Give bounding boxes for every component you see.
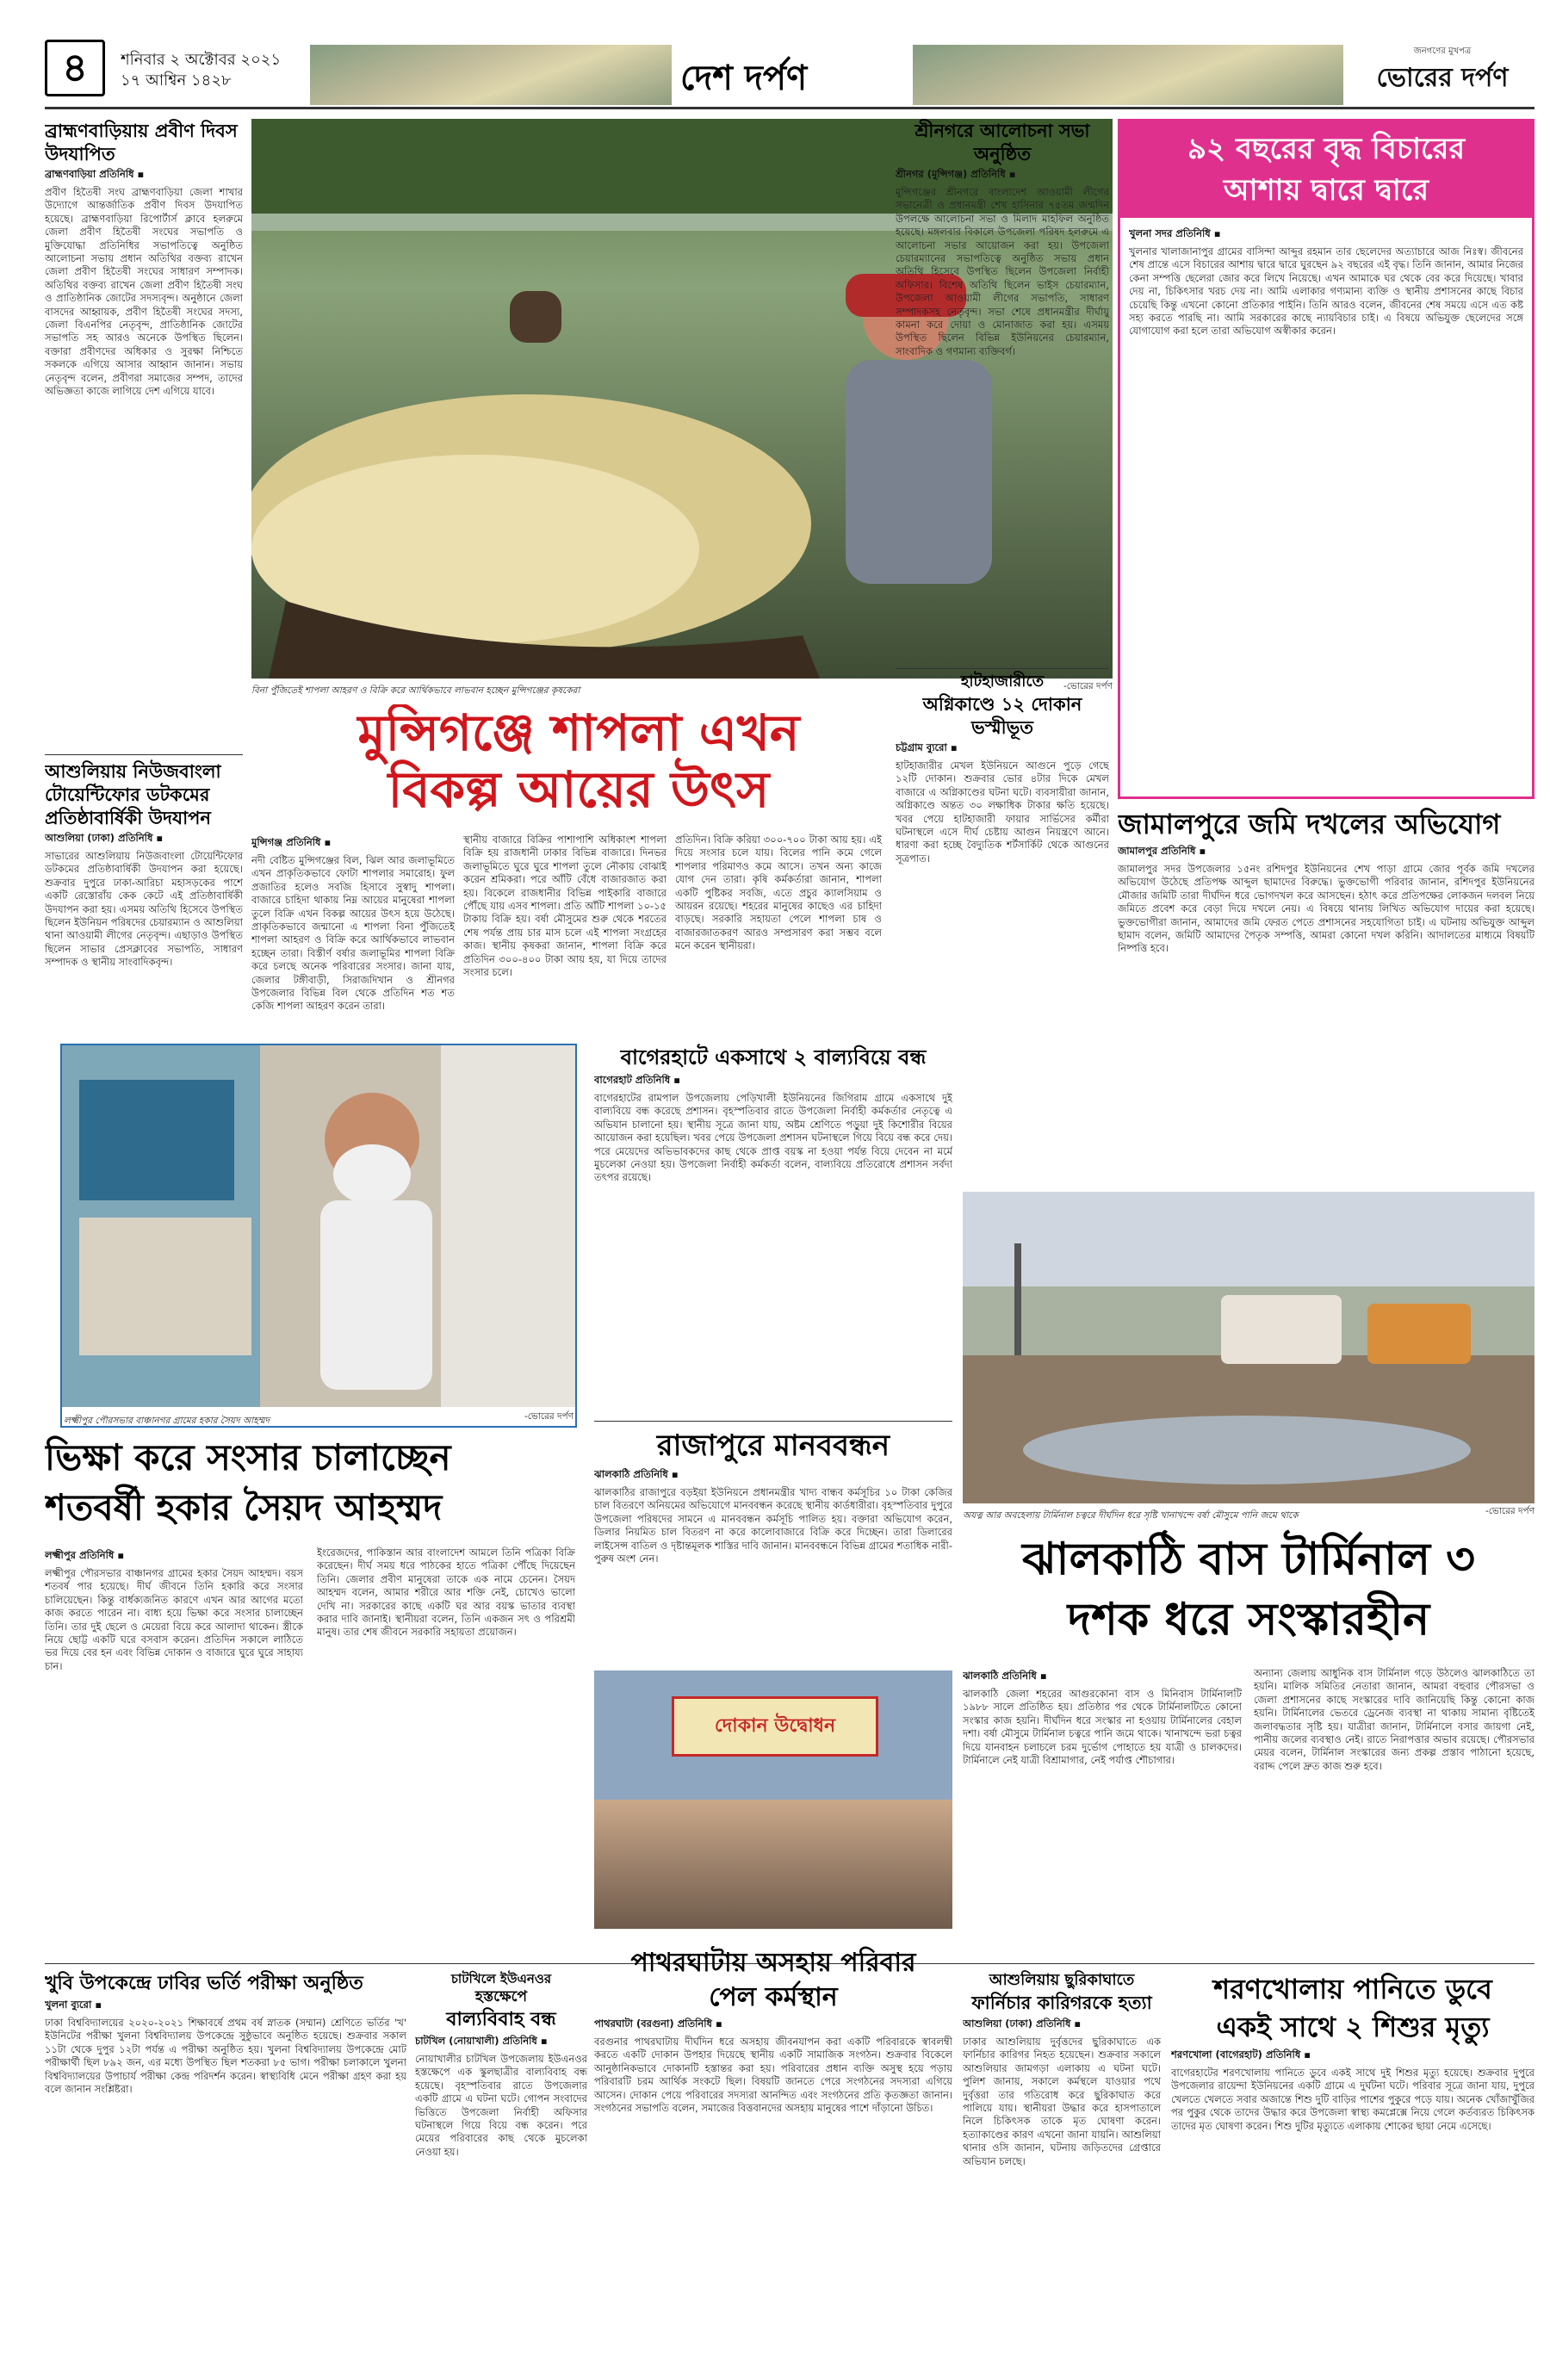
chatkhil-body: নোয়াখালীর চাটখিল উপজেলায় ইউএনওর হস্তক্ষেপে এক স্কুলছাত্রীর বাল্যবিবাহ বন্ধ হয়েছে। বৃহস্পতিবার রাতে উপজেলার একটি গ্রামে এ ঘটনা ঘটে। গোপন সংবাদের ভিত্তিতে উপজেলা নির্বাহী অফিসার ঘটনাস্থলে গিয়ে বিয়ে বন্ধ করেন। পরে মেয়ের পরিবারের কাছ থেকে মুচলেকা নেওয়া হয়। [415,2053,587,2158]
rajapur-top-rule [594,1421,952,1422]
bagerhat-body: বাগেরহাটের রামপাল উপজেলায় পেড়িখালী ইউনিয়নের জিগিরাম গ্রামে একসাথে দুই বাল্যবিয়ে বন্ধ করেছে প্রশাসন। বৃহস্পতিবার রাতে উপজেলা নির্বাহী কর্মকর্তার নেতৃত্বে এ অভিযান চালানো হয়। স্থানীয় সূত্রে জানা যায়, অষ্টম শ্রেণিতে পড়ুয়া দুই কিশোরীর বিয়ের আয়োজন করা হয়েছিল। খবর পেয়ে উপজেলা প্রশাসন ঘটনাস্থলে গিয়ে বিয়ে বন্ধ করে দেয়। পরে মেয়েদের অভিভাবকদের কাছ থেকে প্রাপ্ত বয়স্ক না হওয়া পর্যন্ত বিয়ে দেবেন না মর্মে মুচলেকা নেওয়া হয়। উপজেলা নির্বাহী কর্মকর্তা বলেন, বাল্যবিয়ে প্রতিরোধে প্রশাসন সর্বদা তৎপর রয়েছে। [594,1092,952,1184]
masthead-photo-strip-right [913,45,1343,105]
hawker-headline [45,1433,579,1540]
brahmanbaria-headline: ব্রাহ্মণবাড়িয়ায় প্রবীণ দিবস উদযাপিত [45,120,238,164]
paper-name: ভোরের দর্পণ [1376,63,1509,93]
masthead-rule [45,107,1534,109]
jhalokathi-headline-line2: দশক ধরে সংস্কারহীন [1067,1593,1430,1646]
bus-photo-caption: অযত্ন আর অবহেলায় টার্মিনাল চত্বরে দীর্ঘদিন ধরে সৃষ্টি খানাখন্দে বর্ষা মৌসুমে পানি জমে থাকে [963,1510,1299,1521]
bus-terminal-photo [963,1192,1534,1503]
ashulia-murder-kicker: আশুলিয়ায় ছুরিকাঘাতে [989,1971,1135,1989]
hathazari-story [896,668,1109,1030]
rajapur-reporter: ঝালকাঠি প্রতিনিধি ▪ [594,1468,679,1480]
hathazari-kicker: হাটহাজারীতে [960,672,1045,691]
patharghata-story [594,1946,952,2368]
section-title: দেশ দর্পণ [680,58,808,98]
patharghata-body: বরগুনার পাথরঘাটায় দীর্ঘদিন ধরে অসহায় জীবনযাপন করা একটি পরিবারকে স্বাবলম্বী করতে একটি দোকান উপহার দিয়েছে স্থানীয় একটি সামাজিক সংগঠন। শুক্রবার বিকেলে আনুষ্ঠানিকভাবে দোকানটি হস্তান্তর করা হয়। পরিবারের প্রধান ব্যক্তি অসুস্থ হয়ে পড়ায় পরিবারটি চরম আর্থিক সংকটে ছিল। বিষয়টি জানতে পেরে সংগঠনের সদস্যরা এগিয়ে আসেন। দোকান পেয়ে পরিবারের সদস্যরা আনন্দিত এবং সংগঠনের প্রতি কৃতজ্ঞতা জানান। সংগঠনের সভাপতি বলেন, সমাজের বিত্তবানদের অসহায় মানুষের পাশে দাঁড়ানো উচিত। [594,2036,952,2115]
ashulia-murder-headline: ফার্নিচার কারিগরকে হত্যা [971,1992,1152,2013]
old-man-headline-band [1120,121,1532,218]
date-english: শনিবার ২ অক্টোবর ২০২১ [121,51,282,69]
old-man-headline-line1: ৯২ বছরের বৃদ্ধ বিচারের [1187,132,1466,166]
page-number: ৪ [62,44,88,90]
hawker-reporter: লক্ষ্মীপুর প্রতিনিধি ▪ [45,1549,125,1561]
shapla-col2: স্থানীয় বাজারে বিক্রির পাশাপাশি অধিকাংশ শাপলা বিক্রি হয় রাজধানী ঢাকার বিভিন্ন বাজারে। দিনভর জলাভূমিতে ঘুরে ঘুরে শাপলা তুলে নৌকায় বোঝাই করেন শ্রমিকরা। পরে আঁটি বেঁধে বাজারজাত করা হয়। বিকেলে রাজধানীর বিভিন্ন পাইকারি বাজারে পৌঁছে যায় এসব শাপলা। প্রতি আঁটি শাপলা ১০-১৫ টাকায় বিক্রি হয়। বর্ষা মৌসুমের শুরু থেকে শরতের শেষ পর্যন্ত প্রায় চার মাস চলে এই শাপলা সংগ্রহের কাজ। স্থানীয় কৃষকরা জানান, শাপলা বিক্রি করে প্রতিদিন ৩০০-৪০০ টাকা আয় হয়, যা দিয়ে তাদের সংসার চলে। [463,834,666,979]
sharankhola-story [1171,1970,1534,2366]
shapla-headline-line1: মুন্সিগঞ্জে শাপলা এখন [357,704,800,762]
old-man-content [1129,225,1523,793]
bus-photo-credit: -ভোরের দর্পণ [1485,1506,1534,1516]
jamalpur-body: জামালপুর সদর উপজেলার ১৫নং রশিদপুর ইউনিয়নের শেখ পাড়া গ্রামে জোর পূর্বক জমি দখলের অভিযোগ উঠেছে প্রতিপক্ষ আব্দুল ছামাদের বিরুদ্ধে। ভুক্তভোগী পরিবার জানান, রশিদপুর ইউনিয়নের মৌজার জমিটি তারা দীর্ঘদিন ধরে ভোগদখল করে আসছেন। হঠাৎ করে প্রতিপক্ষের লোকজন দলবল নিয়ে জমিতে প্রবেশ করে বেড়া দিয়ে দখলে নেয়। এ বিষয়ে থানায় লিখিত অভিযোগ দায়ের করা হয়েছে। ভুক্তভোগীরা জানান, আমাদের জমি ফেরত পেতে প্রশাসনের সহযোগিতা চাই। এ ঘটনায় অভিযুক্ত আব্দুল ছামাদ বলেন, জমিটি আমাদের পৈতৃক সম্পত্তি, আমরা কোনো দখল করিনি। আদালতের মাধ্যমে বিষয়টি নিষ্পত্তি হবে। [1118,863,1534,955]
khulna-exam-body: ঢাকা বিশ্ববিদ্যালয়ের ২০২০-২০২১ শিক্ষাবর্ষে প্রথম বর্ষ স্নাতক (সম্মান) শ্রেণিতে ভর্তির 'খ' ইউনিটের পরীক্ষা খুলনা বিশ্ববিদ্যালয় উপকেন্দ্রে সুষ্ঠুভাবে অনুষ্ঠিত হয়েছে। শুক্রবার সকাল ১১টা থেকে দুপুর ১২টা পর্যন্ত এ পরীক্ষা অনুষ্ঠিত হয়। খুলনা বিশ্ববিদ্যালয় উপকেন্দ্রে মোট পরীক্ষার্থী ছিল ৮৯২ জন, এর মধ্যে উপস্থিত ছিল শতকরা ৮৫ ভাগ। পরীক্ষা চলাকালে খুলনা বিশ্ববিদ্যালয়ের উপাচার্য পরীক্ষা কেন্দ্র পরিদর্শন করেন। স্বাস্থ্যবিধি মেনে পরীক্ষা গ্রহণ করা হয় বলে জানান সংশ্লিষ্টরা। [45,2017,406,2096]
ashulia-murder-reporter: আশুলিয়া (ঢাকা) প্রতিনিধি ▪ [963,2017,1082,2030]
main-photo-caption: বিনা পুঁজিতেই শাপলা আহরণ ও বিক্রি করে আর্থিকভাবে লাভবান হচ্ছেন মুন্সিগঞ্জের কৃষকেরা [251,685,580,696]
brahmanbaria-story [45,119,243,747]
jamalpur-headline: জামালপুরে জমি দখলের অভিযোগ [1118,808,1501,840]
rajapur-story [594,1421,952,1937]
rajapur-banner-text: দোকান উদ্বোধন [714,1715,836,1737]
bus-photo [963,1192,1534,1521]
bagerhat-story [594,1044,952,1414]
shapla-reporter: মুন্সিগঞ্জ প্রতিনিধি ▪ [251,836,332,848]
sreenagar-reporter: শ্রীনগর (মুন্সিগঞ্জ) প্রতিনিধি ▪ [896,168,1016,180]
old-man-box [1118,119,1534,799]
jhalokathi-reporter: ঝালকাঠি প্রতিনিধি ▪ [963,1670,1047,1682]
hawker-col2: ইংরেজদের, পাকিস্তান আর বাংলাদেশ আমলে তিনি পত্রিকা বিক্রি করেছেন। দীর্ঘ সময় ধরে পাঠকের হাতে পত্রিকা পৌঁছে দিয়েছেন তিনি। জেলার প্রবীণ মানুষেরা তাকে এক নামে চেনেন। সৈয়দ আহম্মদ বলেন, আমার শরীরে আর শক্তি নেই, চোখেও ভালো দেখি না। সরকারের কাছে একটি ঘর আর বয়স্ক ভাতার ব্যবস্থা করার দাবি জানাই। স্থানীয়রা বলেন, তিনি একজন সৎ ও পরিশ্রমী মানুষ। তার শেষ জীবনে সরকারি সহায়তা প্রয়োজন। [317,1546,575,1639]
jhalokathi-headline [963,1529,1534,1658]
hathazari-reporter: চট্টগ্রাম ব্যুরো ▪ [896,741,958,753]
hathazari-headline: অগ্নিকাণ্ডে ১২ দোকান ভস্মীভূত [922,693,1082,738]
chatkhil-headline: বাল্যবিবাহ বন্ধ [446,2008,556,2030]
ashulia-murder-story [963,1970,1161,2366]
sreenagar-body: মুন্সিগঞ্জের শ্রীনগরে বাংলাদেশ আওয়ামী লীগের সভানেত্রী ও প্রধানমন্ত্রী শেখ হাসিনার ৭৫তম জন্মদিন উপলক্ষে আলোচনা সভা ও মিলাদ মাহফিল অনুষ্ঠিত হয়েছে। মঙ্গলবার বিকালে উপজেলা পরিষদ হলরুমে এ আলোচনা সভার আয়োজন করা হয়। উপজেলা চেয়ারম্যানের সভাপতিত্বে অনুষ্ঠিত সভায় প্রধান অতিথি হিসেবে উপস্থিত ছিলেন উপজেলা নির্বাহী অফিসার। বিশেষ অতিথি ছিলেন ভাইস চেয়ারম্যান, উপজেলা আওয়ামী লীগের সভাপতি, সাধারণ সম্পাদকসহ নেতৃবৃন্দ। সভা শেষে প্রধানমন্ত্রীর দীর্ঘায়ু কামনা করে দোয়া ও মোনাজাত করা হয়। এসময় উপস্থিত ছিলেন বিভিন্ন ইউনিয়নের চেয়ারম্যান, সাংবাদিক ও গণমান্য ব্যক্তিবর্গ। [896,186,1109,357]
hawker-photo-caption-row [64,1410,574,1426]
rajapur-headline: রাজাপুরে মানববন্ধন [656,1429,890,1463]
shapla-col1 [251,834,455,1032]
rajapur-banner [672,1696,878,1757]
khulna-exam-headline: খুবি উপকেন্দ্রে ঢাবির ভর্তি পরীক্ষা অনুষ্ঠিত [45,1972,363,1994]
khulna-exam-story [45,1970,406,2366]
ashulia-murder-body: ঢাকার আশুলিয়ায় দুর্বৃত্তদের ছুরিকাঘাতে এক ফার্নিচার কারিগর নিহত হয়েছেন। শুক্রবার সকালে আশুলিয়ার জামগড়া এলাকায় এ ঘটনা ঘটে। পুলিশ জানায়, সকালে কর্মস্থলে যাওয়ার পথে দুর্বৃত্তরা তার গতিরোধ করে ছুরিকাঘাত করে পালিয়ে যায়। স্থানীয়রা উদ্ধার করে হাসপাতালে নিলে চিকিৎসক তাকে মৃত ঘোষণা করেন। হত্যাকাণ্ডের কারণ এখনো জানা যায়নি। আশুলিয়া থানার ওসি জানান, ঘটনায় জড়িতদের গ্রেপ্তারে অভিযান চলছে। [963,2036,1161,2167]
patharghata-reporter: পাথরঘাটা (বরগুনা) প্রতিনিধি ▪ [594,2017,722,2030]
sharankhola-reporter: শরণখোলা (বাগেরহাট) প্রতিনিধি ▪ [1171,2048,1311,2061]
ashulia-story [45,754,243,1030]
hawker-col1 [45,1546,303,1960]
jhalokathi-body-col1: ঝালকাঠি জেলা শহরের আগুরকোনা বাস ও মিনিবাস টার্মিনালটি ১৯৮৮ সালে প্রতিষ্ঠিত হয়। প্রতিষ্ঠার পর থেকে টার্মিনালটিতে কোনো সংস্কার কাজ হয়নি। দীর্ঘদিন ধরে সংস্কার না হওয়ায় টার্মিনালের বেহাল দশা। বর্ষা মৌসুমে টার্মিনাল চত্বরে পানি জমে থাকে। খানাখন্দে ভরা চত্বর দিয়ে যানবাহন চলাচলে চরম দুর্ভোগ পোহাতে হয় যাত্রী ও চালকদের। টার্মিনালে নেই যাত্রী বিশ্রামাগার, নেই পর্যাপ্ত শৌচাগার। [963,1688,1242,1767]
jhalokathi-col2: অন্যান্য জেলায় আধুনিক বাস টার্মিনাল গড়ে উঠলেও ঝালকাঠিতে তা হয়নি। মালিক সমিতির নেতারা জানান, আমরা বহুবার পৌরসভা ও জেলা প্রশাসনের কাছে সংস্কারের দাবি জানিয়েছি কিন্তু কোনো কাজ হয়নি। টার্মিনালের ভেতরে ড্রেনেজ ব্যবস্থা না থাকায় সামান্য বৃষ্টিতেই জলাবদ্ধতার সৃষ্টি হয়। যাত্রীরা জানান, টার্মিনালে বসার জায়গা নেই, পানীয় জলের ব্যবস্থাও নেই। রাতে নিরাপত্তার অভাব রয়েছে। পৌরসভার মেয়র বলেন, টার্মিনাল সংস্কারের জন্য প্রকল্প প্রস্তাব পাঠানো হয়েছে, বরাদ্দ পেলে দ্রুত কাজ শুরু হবে। [1254,1667,1534,1772]
rajapur-body: ঝালকাঠির রাজাপুরে বড়ইয়া ইউনিয়নে প্রধানমন্ত্রীর খাদ্য বান্ধব কর্মসূচির ১০ টাকা কেজির চাল বিতরণে অনিয়মের অভিযোগে মানববন্ধন করেছে স্থানীয় কার্ডধারীরা। বৃহস্পতিবার দুপুরে উপজেলা পরিষদের সামনে এ মানববন্ধন কর্মসূচি পালিত হয়। বক্তারা অভিযোগ করেন, ডিলার নিয়মিত চাল বিতরণ না করে কালোবাজারে বিক্রি করে দিচ্ছেন। তারা ডিলারের লাইসেন্স বাতিল ও দৃষ্টান্তমূলক শাস্তির দাবি জানান। মানববন্ধনে বিভিন্ন গ্রামের শতাধিক নারী-পুরুষ অংশ নেন। [594,1486,952,1565]
old-man-headline-line2: আশায় দ্বারে দ্বারে [1223,173,1429,208]
ashulia-headline: আশুলিয়ায় নিউজবাংলা টোয়েন্টিফোর ডটকমের প্রতিষ্ঠাবার্ষিকী উদযাপন [45,760,221,828]
sharankhola-headline-line1: শরণখোলায় পানিতে ডুবে [1213,1973,1492,2005]
masthead [0,0,1550,110]
hathazari-body: হাটহাজারীর মেখল ইউনিয়নে আগুনে পুড়ে গেছে ১২টি দোকান। শুক্রবার ভোর ৪টার দিকে মেখল বাজারে এ অগ্নিকাণ্ডের ঘটনা ঘটে। ব্যবসায়ীরা জানান, অগ্নিকাণ্ডে অন্তত ৩০ লক্ষাধিক টাকার ক্ষতি হয়েছে। খবর পেয়ে হাটহাজারী ফায়ার সার্ভিসের কর্মীরা ঘটনাস্থলে এসে দীর্ঘ চেষ্টায় আগুন নিয়ন্ত্রণে আনে। ধারণা করা হচ্ছে বৈদ্যুতিক শর্টসার্কিট থেকে আগুনের সূত্রপাত। [896,759,1109,865]
hawker-headline-line1: ভিক্ষা করে সংসার চালাচ্ছেন [45,1436,451,1478]
hawker-photo-credit: -ভোরের দর্পণ [524,1411,574,1422]
jamalpur-reporter: জামালপুর প্রতিনিধি ▪ [1118,845,1206,857]
chatkhil-sub: হস্তক্ষেপে [474,1988,528,2005]
bus-photo-caption-row [963,1505,1534,1521]
rajapur-photo [594,1670,952,1929]
hawker-photo [60,1044,577,1428]
patharghata-headline-line2: পেল কর্মস্থান [709,1982,838,2012]
paper-tagline: জনগণের মুখপত্র [1413,46,1472,56]
bagerhat-headline: বাগেরহাটে একসাথে ২ বাল্যবিয়ে বন্ধ [620,1044,927,1069]
shapla-col3: প্রতিদিন। বিক্রি করিয়া ৩০০-৭০০ টাকা আয় হয়। এই দিয়ে সংসার চলে যায়। বিলের পানি কমে গেলে শাপলার পরিমাণও কমে আসে। তখন অন্য কাজে যোগ দেন তারা। কৃষি কর্মকর্তারা জানান, শাপলা একটি পুষ্টিকর সবজি, এতে প্রচুর ক্যালসিয়াম ও আয়রন রয়েছে। শহরের মানুষের কাছেও এর চাহিদা বাড়ছে। সরকারি সহায়তা পেলে শাপলা চাষ ও বাজারজাতকরণ আরও সম্প্রসারণ করা সম্ভব বলে মনে করেন স্থানীয়রা। [675,834,882,952]
date-bangla: ১৭ আশ্বিন ১৪২৮ [121,71,232,90]
brahmanbaria-reporter: ব্রাহ্মণবাড়িয়া প্রতিনিধি ▪ [45,168,145,180]
old-man-body: খুলনার খালাজানাপুর গ্রামের বাসিন্দা আব্দুর রহমান তার ছেলেদের অত্যাচারে আজ নিঃস্ব। জীবনের শেষ প্রান্তে এসে বিচারের আশায় দ্বারে দ্বারে ঘুরছেন ৯২ বছরের এই বৃদ্ধ। তিনি জানান, আমার নিজের কেনা সম্পত্তি ছেলেরা জোর করে লিখে নিয়েছে। এখন আমাকে ঘর থেকে বের করে দিয়েছে। খাবার দেয় না, চিকিৎসার খরচ দেয় না। আমি এলাকার গণ্যমান্য ব্যক্তি ও স্থানীয় প্রশাসনের কাছে বিচার চেয়েছি কিন্তু এখনো কোনো প্রতিকার পাইনি। তিনি আরও বলেন, জীবনের শেষ সময়ে এসে এত কষ্ট সহ্য করতে পারছি না। আমি সরকারের কাছে ন্যায়বিচার চাই। এ বিষয়ে অভিযুক্ত ছেলেদের সঙ্গে যোগাযোগ করা হলে তারা অভিযোগ অস্বীকার করেন। [1129,245,1523,338]
jhalokathi-col1 [963,1667,1242,1951]
section-title-box [680,55,904,102]
sreenagar-headline: শ্রীনগরে আলোচনা সভা অনুষ্ঠিত [914,120,1090,164]
brahmanbaria-body: প্রবীণ হিতৈষী সংঘ ব্রাহ্মণবাড়িয়া জেলা শাখার উদ্যোগে আন্তর্জাতিক প্রবীণ দিবস উদযাপিত হয়েছে। ব্রাহ্মণবাড়িয়া রিপোর্টার্স ক্লাবে হলরুমে জেলা প্রবীণ হিতৈষী সংঘের সভাপতি ও মুক্তিযোদ্ধা প্রতিনিধির সভাপতিত্বে অনুষ্ঠিত আলোচনা সভায় প্রধান অতিথির বক্তব্য রাখেন জেলা প্রবীণ হিতৈষী সংঘের সাধারণ সম্পাদক। অতিথির বক্তব্য রাখেন জেলা প্রবীণ হিতৈষী সংঘ ও প্রাতিষ্ঠানিক জোটের সদস্যবৃন্দ। অনুষ্ঠানে জেলা বাসদের আহ্বায়ক, প্রবীণ হিতৈষী সংঘের সদস্য, জেলা বিএনপির নেতৃবৃন্দ, প্রাতিষ্ঠানিক জোটের সভাপতি সহ আরও অনেকে উপস্থিত ছিলেন। বক্তারা প্রবীণদের অধিকার ও সুরক্ষা নিশ্চিতে সকলকে এগিয়ে আসার আহ্বান জানান। সভায় নেতৃবৃন্দ বলেন, প্রবীণরা সমাজের সম্পদ, তাদের অভিজ্ঞতা কাজে লাগিয়ে দেশ এগিয়ে যাবে। [45,186,243,398]
sharankhola-body: বাগেরহাটের শরণখোলায় পানিতে ডুবে একই সাথে দুই শিশুর মৃত্যু হয়েছে। শুক্রবার দুপুরে উপজেলার রায়েন্দা ইউনিয়নের একটি গ্রামে এ দুর্ঘটনা ঘটে। পরিবার সূত্রে জানা যায়, দুপুরে খেলতে খেলতে সবার অজান্তে শিশু দুটি বাড়ির পাশের পুকুরে পড়ে যায়। অনেক খোঁজাখুঁজির পর পুকুর থেকে তাদের উদ্ধার করে উপজেলা স্বাস্থ্য কমপ্লেক্সে নিয়ে গেলে কর্তব্যরত চিকিৎসক তাদের মৃত ঘোষণা করেন। শিশু দুটির মৃত্যুতে এলাকায় শোকের ছায়া নেমে এসেছে। [1171,2067,1534,2132]
date-block [121,50,301,102]
khulna-exam-reporter: খুলনা ব্যুরো ▪ [45,1999,102,2011]
sreenagar-story [896,119,1109,661]
old-man-reporter: খুলনা সদর প্রতিনিধি ▪ [1129,227,1221,239]
ashulia-body: সাভারের আশুলিয়ায় নিউজবাংলা টোয়েন্টিফোর ডটকমের প্রতিষ্ঠাবার্ষিকী উদযাপন করা হয়েছে। শুক্রবার দুপুরে ঢাকা-আরিচা মহাসড়কের পাশে একটি রেস্তোরাঁয় কেক কেটে এই প্রতিষ্ঠাবার্ষিকী উদযাপন করা হয়। এসময় অতিথি হিসেবে উপস্থিত ছিলেন ইউনিয়ন পরিষদের চেয়ারম্যান ও আশুলিয়া থানা আওয়ামী লীগের নেতৃবৃন্দ। এছাড়াও উপস্থিত ছিলেন সাভার প্রেসক্লাবের সভাপতি, সাধারণ সম্পাদক ও স্থানীয় সাংবাদিকবৃন্দ। [45,850,243,969]
main-photo-credit: -ভোরের দর্পণ [1063,681,1113,691]
hathazari-top-rule [896,668,1109,669]
hawker-body-col1: লক্ষ্মীপুর পৌরসভার বাঞ্চানগর গ্রামের হকার সৈয়দ আহম্মদ। বয়স শতবর্ষ পার হয়েছে। দীর্ঘ জীবনে তিনি হকারি করে সংসার চালিয়েছেন। কিন্তু বার্ধক্যজনিত কারণে এখন আর আগের মতো কাজ করতে পারেন না। বাধ্য হয়ে ভিক্ষা করে সংসার চালাচ্ছেন তিনি। তার দুই ছেলে ও মেয়েরা বিয়ে করে আলাদা থাকেন। স্ত্রীকে নিয়ে ছোট্ট একটি ঘরে বসবাস করেন। প্রতিদিন সকালে লাঠিতে ভর দিয়ে বের হন এবং বিভিন্ন দোকান ও বাজারে ঘুরে ঘুরে সাহায্য চান। [45,1567,303,1672]
shapla-body-col1: নদী বেষ্টিত মুন্সিগঞ্জের বিল, ঝিল আর জলাভূমিতে এখন প্রাকৃতিকভাবে ফোটা শাপলার সমারোহ। ফুল প্রজাতির হলেও সবজি হিসাবে সুস্বাদু শাপলা। বাজারে চাহিদা থাকায় নিম্ন আয়ের মানুষেরা শাপলা তুলে বিক্রি এখন বিকল্প আয়ের উৎস হয়ে উঠেছে। প্রাকৃতিকভাবে জন্মানো এ শাপলা বিনা পুঁজিতেই শাপলা আহরণ ও বিক্রি করে আর্থিকভাবে লাভবান হচ্ছেন তারা। বিস্তীর্ণ বর্ষার জলাভূমির শাপলা বিক্রি করে চলছে অনেক পরিবারের সংসার। জানা যায়, জেলার টঙ্গীবাড়ী, সিরাজদিখান ও শ্রীনগর উপজেলার বিভিন্ন বিল থেকে প্রতিদিন শত শত কেজি শাপলা আহরণ করেন তারা। [251,854,455,1013]
hawker-photo-caption: লক্ষ্মীপুর পৌরসভার বাঞ্চানগর গ্রামের হকার সৈয়দ আহম্মদ [64,1416,270,1426]
hawker-headline-line2: শতবর্ষী হকার সৈয়দ আহম্মদ [45,1486,443,1528]
paper-logo [1356,45,1528,105]
patharghata-headline-line1: পাথরঘাটায় অসহায় পরিবার [630,1948,916,1978]
page-number-box [45,40,105,96]
ashulia-reporter: আশুলিয়া (ঢাকা) প্রতিনিধি ▪ [45,832,164,844]
chatkhil-story [415,1970,587,2366]
masthead-photo-strip-left [310,45,672,105]
bagerhat-reporter: বাগেরহাট প্রতিনিধি ▪ [594,1074,681,1086]
sharankhola-headline-line2: একই সাথে ২ শিশুর মৃত্যু [1216,2011,1490,2043]
jamalpur-story [1118,806,1534,1185]
shapla-headline-line2: বিকল্প আয়ের উৎস [388,760,770,819]
chatkhil-reporter: চাটখিল (নোয়াখালী) প্রতিনিধি ▪ [415,2035,548,2047]
chatkhil-kicker: চাটখিলে ইউএনওর [450,1971,552,1986]
jhalokathi-headline-line1: ঝালকাঠি বাস টার্মিনাল ৩ [1022,1533,1475,1585]
rajapur-crowd [594,1800,952,1929]
ashulia-top-rule [45,754,243,755]
shapla-headline [251,704,906,825]
hawker-portrait-photo [62,1045,575,1407]
